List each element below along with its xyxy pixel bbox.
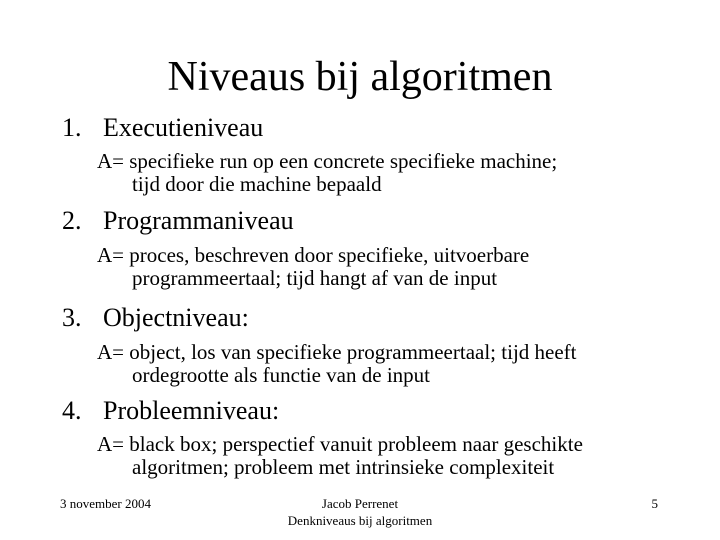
slide-title: Niveaus bij algoritmen	[167, 54, 553, 100]
list-item-probleemniveau	[62, 396, 279, 426]
item-heading: Programmaniveau	[103, 206, 294, 235]
item-number: 1.	[62, 113, 82, 142]
description-line: A= object, los van specifieke programmeertaal; tijd heeft	[97, 340, 577, 364]
description-line: programmeertaal; tijd hangt af van de input	[132, 266, 498, 290]
description-line: ordegrootte als functie van de input	[132, 363, 430, 387]
description-line: algoritmen; probleem met intrinsieke complexiteit	[132, 455, 555, 479]
item-heading: Probleemniveau:	[103, 396, 280, 425]
item-number: 2.	[62, 206, 82, 235]
description-line: tijd door die machine bepaald	[132, 172, 382, 196]
item-description	[97, 150, 697, 196]
description-line: A= black box; perspectief vanuit probleem naar geschikte	[97, 432, 583, 456]
item-heading: Objectniveau:	[103, 303, 249, 332]
footer-subtitle: Denkniveaus bij algoritmen	[287, 513, 433, 528]
item-description	[97, 244, 697, 290]
list-item-executieniveau	[62, 113, 263, 143]
footer-author: Jacob Perrenet	[321, 496, 399, 511]
item-heading: Executieniveau	[103, 113, 264, 142]
description-line: A= proces, beschreven door specifieke, uitvoerbare	[97, 243, 530, 267]
item-number: 3.	[62, 303, 82, 332]
description-line: A= specifieke run op een concrete specifieke machine;	[97, 149, 558, 173]
item-description	[97, 341, 697, 387]
footer-date: 3 november 2004	[60, 496, 151, 511]
item-description	[97, 433, 697, 479]
item-number: 4.	[62, 396, 82, 425]
list-item-objectniveau	[62, 303, 249, 333]
page-number: 5	[651, 496, 658, 511]
list-item-programmaniveau	[62, 206, 294, 236]
footer-center	[0, 495, 720, 529]
